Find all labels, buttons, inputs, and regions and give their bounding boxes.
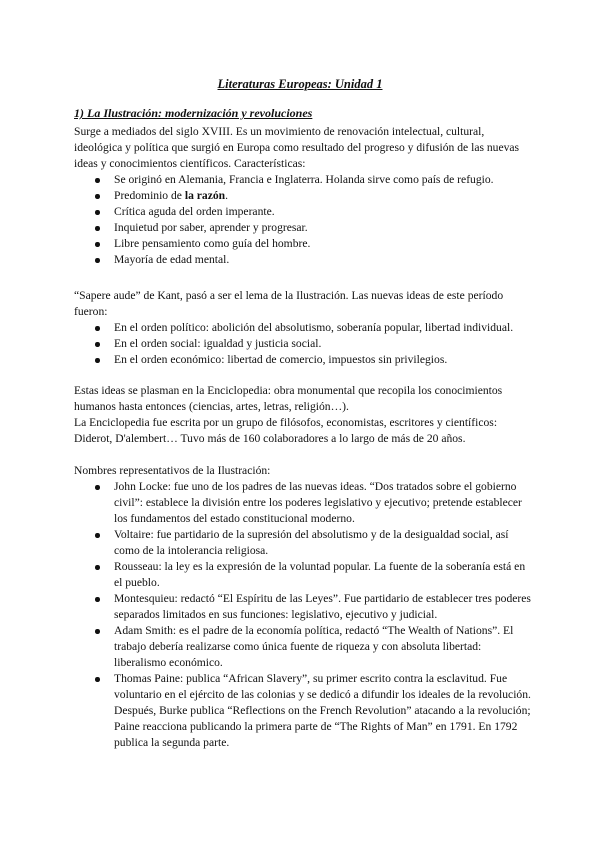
list-item: Libre pensamiento como guía del hombre. (94, 236, 534, 252)
document-title: Literaturas Europeas: Unidad 1 (217, 77, 383, 91)
list-item: En el orden económico: libertad de comercio, impuestos sin privilegios. (94, 352, 534, 368)
characteristics-list (74, 172, 534, 268)
bold-term: la razón (184, 189, 226, 202)
section-illustration (74, 124, 534, 268)
sapere-paragraph: “Sapere aude” de Kant, pasó a ser el lema de la Ilustración. Las nuevas ideas de este período fueron: (74, 289, 504, 318)
section-representantes (74, 463, 534, 751)
intro-paragraph: Surge a mediados del siglo XVIII. Es un movimiento de renovación intelectual, cultural, ideológica y política que surgió en Europa como resultado del progreso y difusión de las nuevas ideas y conocimientos científicos. Características: (74, 125, 520, 170)
list-item: En el orden político: abolición del absolutismo, soberanía popular, libertad individual. (94, 320, 534, 336)
bold-term-suffix: . (225, 189, 228, 202)
list-item (94, 188, 534, 204)
section-sapere-aude (74, 288, 534, 368)
list-item: Crítica aguda del orden imperante. (94, 204, 534, 220)
list-item-text: Predominio de (114, 189, 185, 202)
list-item: Inquietud por saber, aprender y progresar. (94, 220, 534, 236)
list-item: John Locke: fue uno de los padres de las nuevas ideas. “Dos tratados sobre el gobierno civil”: establece la división entre los poderes legislativo y ejecutivo; pretende establecer los fundamentos del estado constitucional moderno. (94, 479, 534, 527)
list-item: Mayoría de edad mental. (94, 252, 534, 268)
enciclopedia-paragraph-1: Estas ideas se plasman en la Enciclopedia: obra monumental que recopila los conocimientos humanos hasta entonces (ciencias, artes, letras, religión…). (74, 384, 503, 413)
list-item: Adam Smith: es el padre de la economía política, redactó “The Wealth of Nations”. El trabajo debería realizarse como única fuente de riqueza y con absoluta libertad: liberalismo económico. (94, 623, 534, 671)
section-enciclopedia (74, 383, 534, 447)
representantes-intro: Nombres representativos de la Ilustración: (74, 464, 271, 477)
list-item: Voltaire: fue partidario de la supresión del absolutismo y de la desigualdad social, así como de la intolerancia religiosa. (94, 527, 534, 559)
section-heading: 1) La Ilustración: modernización y revoluciones (74, 106, 313, 120)
representantes-list (74, 479, 534, 751)
list-item: Rousseau: la ley es la expresión de la voluntad popular. La fuente de la soberanía está en el pueblo. (94, 559, 534, 591)
list-item: Se originó en Alemania, Francia e Inglaterra. Holanda sirve como país de refugio. (94, 172, 534, 188)
list-item: Montesquieu: redactó “El Espíritu de las Leyes”. Fue partidario de establecer tres poderes separados limitados en sus funciones: legislativo, ejecutivo y judicial. (94, 591, 534, 623)
list-item: Thomas Paine: publica “African Slavery”, su primer escrito contra la esclavitud. Fue voluntario en el ejército de las colonias y se dedicó a difundir los ideales de la revolución. Después, Burke publica “Reflections on the French Revolution” atacando a la revolución; Paine reacciona publicando la primera parte de “The Rights of Man” en 1791. En 1792 publica la segunda parte. (94, 671, 534, 751)
orders-list (74, 320, 534, 368)
enciclopedia-paragraph-2: La Enciclopedia fue escrita por un grupo de filósofos, economistas, escritores y científicos: Diderot, D'alembert… Tuvo más de 160 colaboradores a lo largo de más de 20 años. (74, 416, 498, 445)
list-item: En el orden social: igualdad y justicia social. (94, 336, 534, 352)
